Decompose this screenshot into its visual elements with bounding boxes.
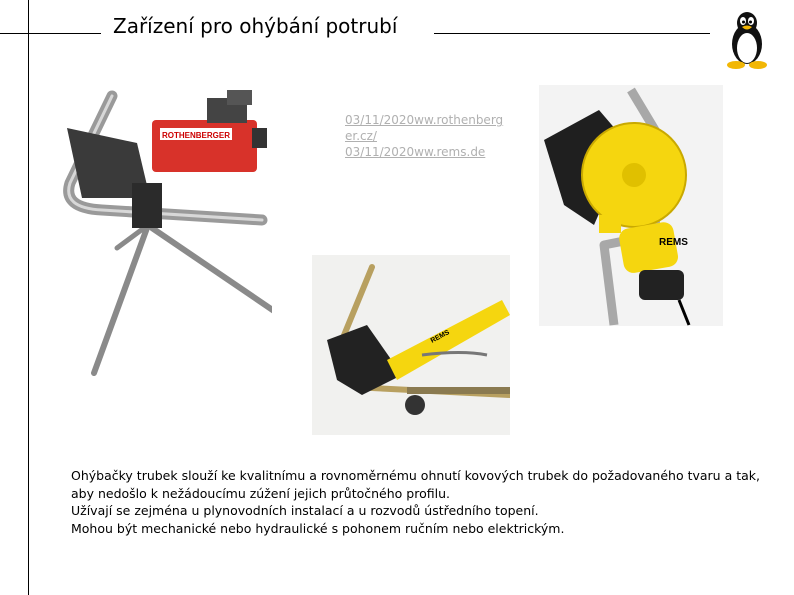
- left-vertical-rule: [28, 0, 29, 595]
- rothenberger-cylinder: [152, 120, 257, 172]
- rothenberger-brand-label: ROTHENBERGER: [161, 131, 231, 140]
- title-rule-left: [0, 33, 101, 34]
- image-sources: [345, 112, 505, 160]
- rems-manual-brand-label: REMS: [429, 329, 451, 345]
- title-rule-right: [434, 33, 710, 34]
- source-link-rems[interactable]: 03/11/2020ww.rems.de: [345, 145, 486, 159]
- description-line-4: Mohou být mechanické nebo hydraulické s pohonem ručním nebo elektrickým.: [71, 520, 565, 536]
- rems-brand-label: REMS: [659, 237, 688, 248]
- manual-pipe-bender-image: [312, 255, 510, 435]
- description-line-2: aby nedošlo k nežádoucímu zúžení jejich průtočného profilu.: [71, 485, 450, 501]
- description-line-1: Ohýbačky trubek slouží ke kvalitnímu a rovnoměrnému ohnutí kovových trubek do požadovaného tvaru a tak,: [71, 468, 760, 483]
- electric-pipe-bender-image: [539, 85, 723, 326]
- linux-penguin-logo: [722, 8, 772, 70]
- description-text: [71, 467, 771, 537]
- description-line-3: Užívají se zejména u plynovodních instalací a u rozvodů ústředního topení.: [71, 503, 539, 518]
- source-link-rothenberger[interactable]: 03/11/2020ww.rothenberger.cz/: [345, 113, 504, 143]
- slide-title: Zařízení pro ohýbání potrubí: [113, 14, 398, 38]
- hydraulic-pipe-bender-image: [42, 88, 272, 380]
